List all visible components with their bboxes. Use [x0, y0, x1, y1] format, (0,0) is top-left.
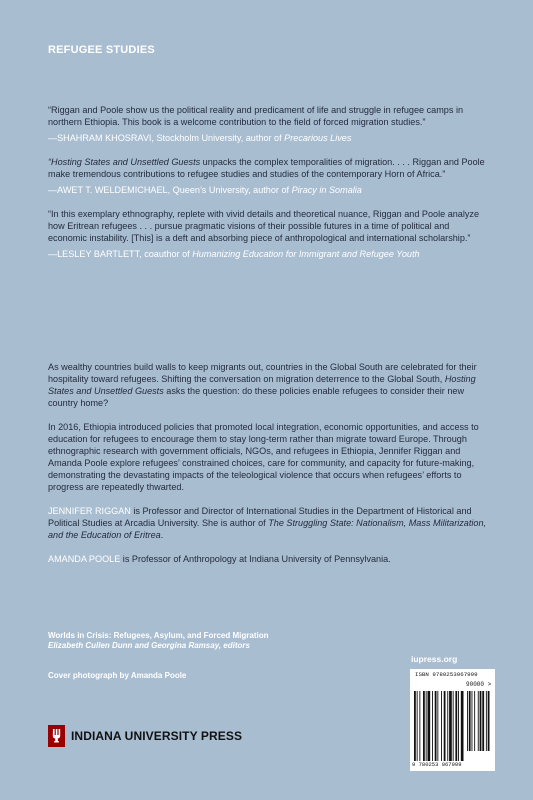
blurb-quote: “Riggan and Poole show us the political reality and predicament of life and struggle in refugee camps in northern Ethiopia. This book is a welcome contribution to the field of forced migration studies.”	[48, 105, 464, 127]
series-editors: Elizabeth Cullen Dunn and Georgina Ramsay, editors	[48, 641, 250, 650]
ean-digits: 9 780253 067999	[412, 761, 462, 768]
isbn-label: ISBN 9780253067999	[415, 671, 478, 678]
author-bio-end: .	[160, 530, 164, 540]
blurb-quote-title: “Hosting States and Unsettled Guests	[48, 157, 201, 167]
series-title: Worlds in Crisis: Refugees, Asylum, and Forced Migration	[48, 631, 269, 640]
publisher-url: iupress.org	[411, 654, 458, 664]
blurb-2	[48, 156, 488, 196]
blurb-attribution	[48, 132, 488, 144]
description-text: As wealthy countries build walls to keep migrants out, countries in the Global South are celebrated for their hospitality toward refugees. Shifting the conversation on migration deterrence to the Global South,	[48, 362, 477, 384]
blurb-attribution-work: Humanizing Education for Immigrant and Refugee Youth	[192, 249, 420, 259]
blurb-attribution-work: Piracy in Somalia	[291, 185, 362, 195]
author-bio-2	[48, 553, 488, 565]
price-code: 90000 >	[466, 681, 492, 688]
author-book-title: The Struggling State: Nationalism, Mass Militarization, and the Education of Eritrea	[48, 518, 487, 540]
blurb-quote-text: unpacks the complex temporalities of migration. . . . Riggan and Poole make tremendous contributions to refugee studies and studies of the contemporary Horn of Africa.”	[48, 157, 485, 179]
blurb-attribution	[48, 184, 488, 196]
blurb-attribution-text: —LESLEY BARTLETT, coauthor of	[48, 249, 193, 259]
blurb-quote: “In this exemplary ethnography, replete with vivid details and theoretical nuance, Riggan and Poole analyze how Eritrean refugees . . . pursue pragmatic visions of their possible futures in a time of political and economic instability. [This] is a deft and absorbing piece of anthropological and international scholarship.”	[48, 209, 480, 243]
blurb-3	[48, 208, 488, 260]
author-bio-1	[48, 505, 488, 541]
blurb-attribution-text: —SHAHRAM KHOSRAVI, Stockholm University, author of	[48, 133, 285, 143]
publisher-logo	[48, 725, 242, 747]
blurb-attribution-work: Precarious Lives	[284, 133, 352, 143]
description-paragraph-2: In 2016, Ethiopia introduced policies that promoted local integration, economic opportunities, and access to education for refugees to encourage them to stay long-term rather than migrate toward Europe. Through ethnographic research with government officials, NGOs, and refugees in Ethiopia, Jennifer Riggan and Amanda Poole explore refugees’ constrained choices, care for community, and capacity for future-making, demonstrating the devastating impacts of the teleological violence that occurs when refugees’ efforts to progress are repeatedly thwarted.	[48, 422, 479, 492]
author-name: AMANDA POOLE	[48, 554, 121, 564]
blurb-quote	[48, 156, 488, 180]
author-name: JENNIFER RIGGAN	[48, 506, 131, 516]
blurbs-section	[48, 104, 488, 272]
iu-trident-icon	[48, 725, 65, 747]
author-bio-text: is Professor and Director of International Studies in the Department of Historical and Political Studies at Arcadia University. She is author of	[48, 506, 472, 528]
series-info	[48, 631, 378, 651]
barcode-bars	[414, 679, 491, 761]
isbn-barcode	[410, 669, 495, 771]
description-paragraph-1	[48, 361, 488, 409]
series-category-label: REFUGEE STUDIES	[48, 44, 155, 56]
cover-photo-credit: Cover photograph by Amanda Poole	[48, 671, 187, 680]
author-bio-text: is Professor of Anthropology at Indiana University of Pennsylvania.	[120, 554, 391, 564]
blurb-attribution-text: —AWET T. WELDEMICHAEL, Queen’s University, author of	[48, 185, 292, 195]
blurb-1	[48, 104, 488, 144]
blurb-attribution	[48, 248, 488, 260]
book-title: Hosting States and Unsettled Guests	[48, 374, 476, 396]
book-description	[48, 361, 488, 577]
publisher-name: INDIANA UNIVERSITY PRESS	[71, 729, 243, 743]
description-text: asks the question: do these policies enable refugees to consider their new country home?	[48, 386, 465, 408]
